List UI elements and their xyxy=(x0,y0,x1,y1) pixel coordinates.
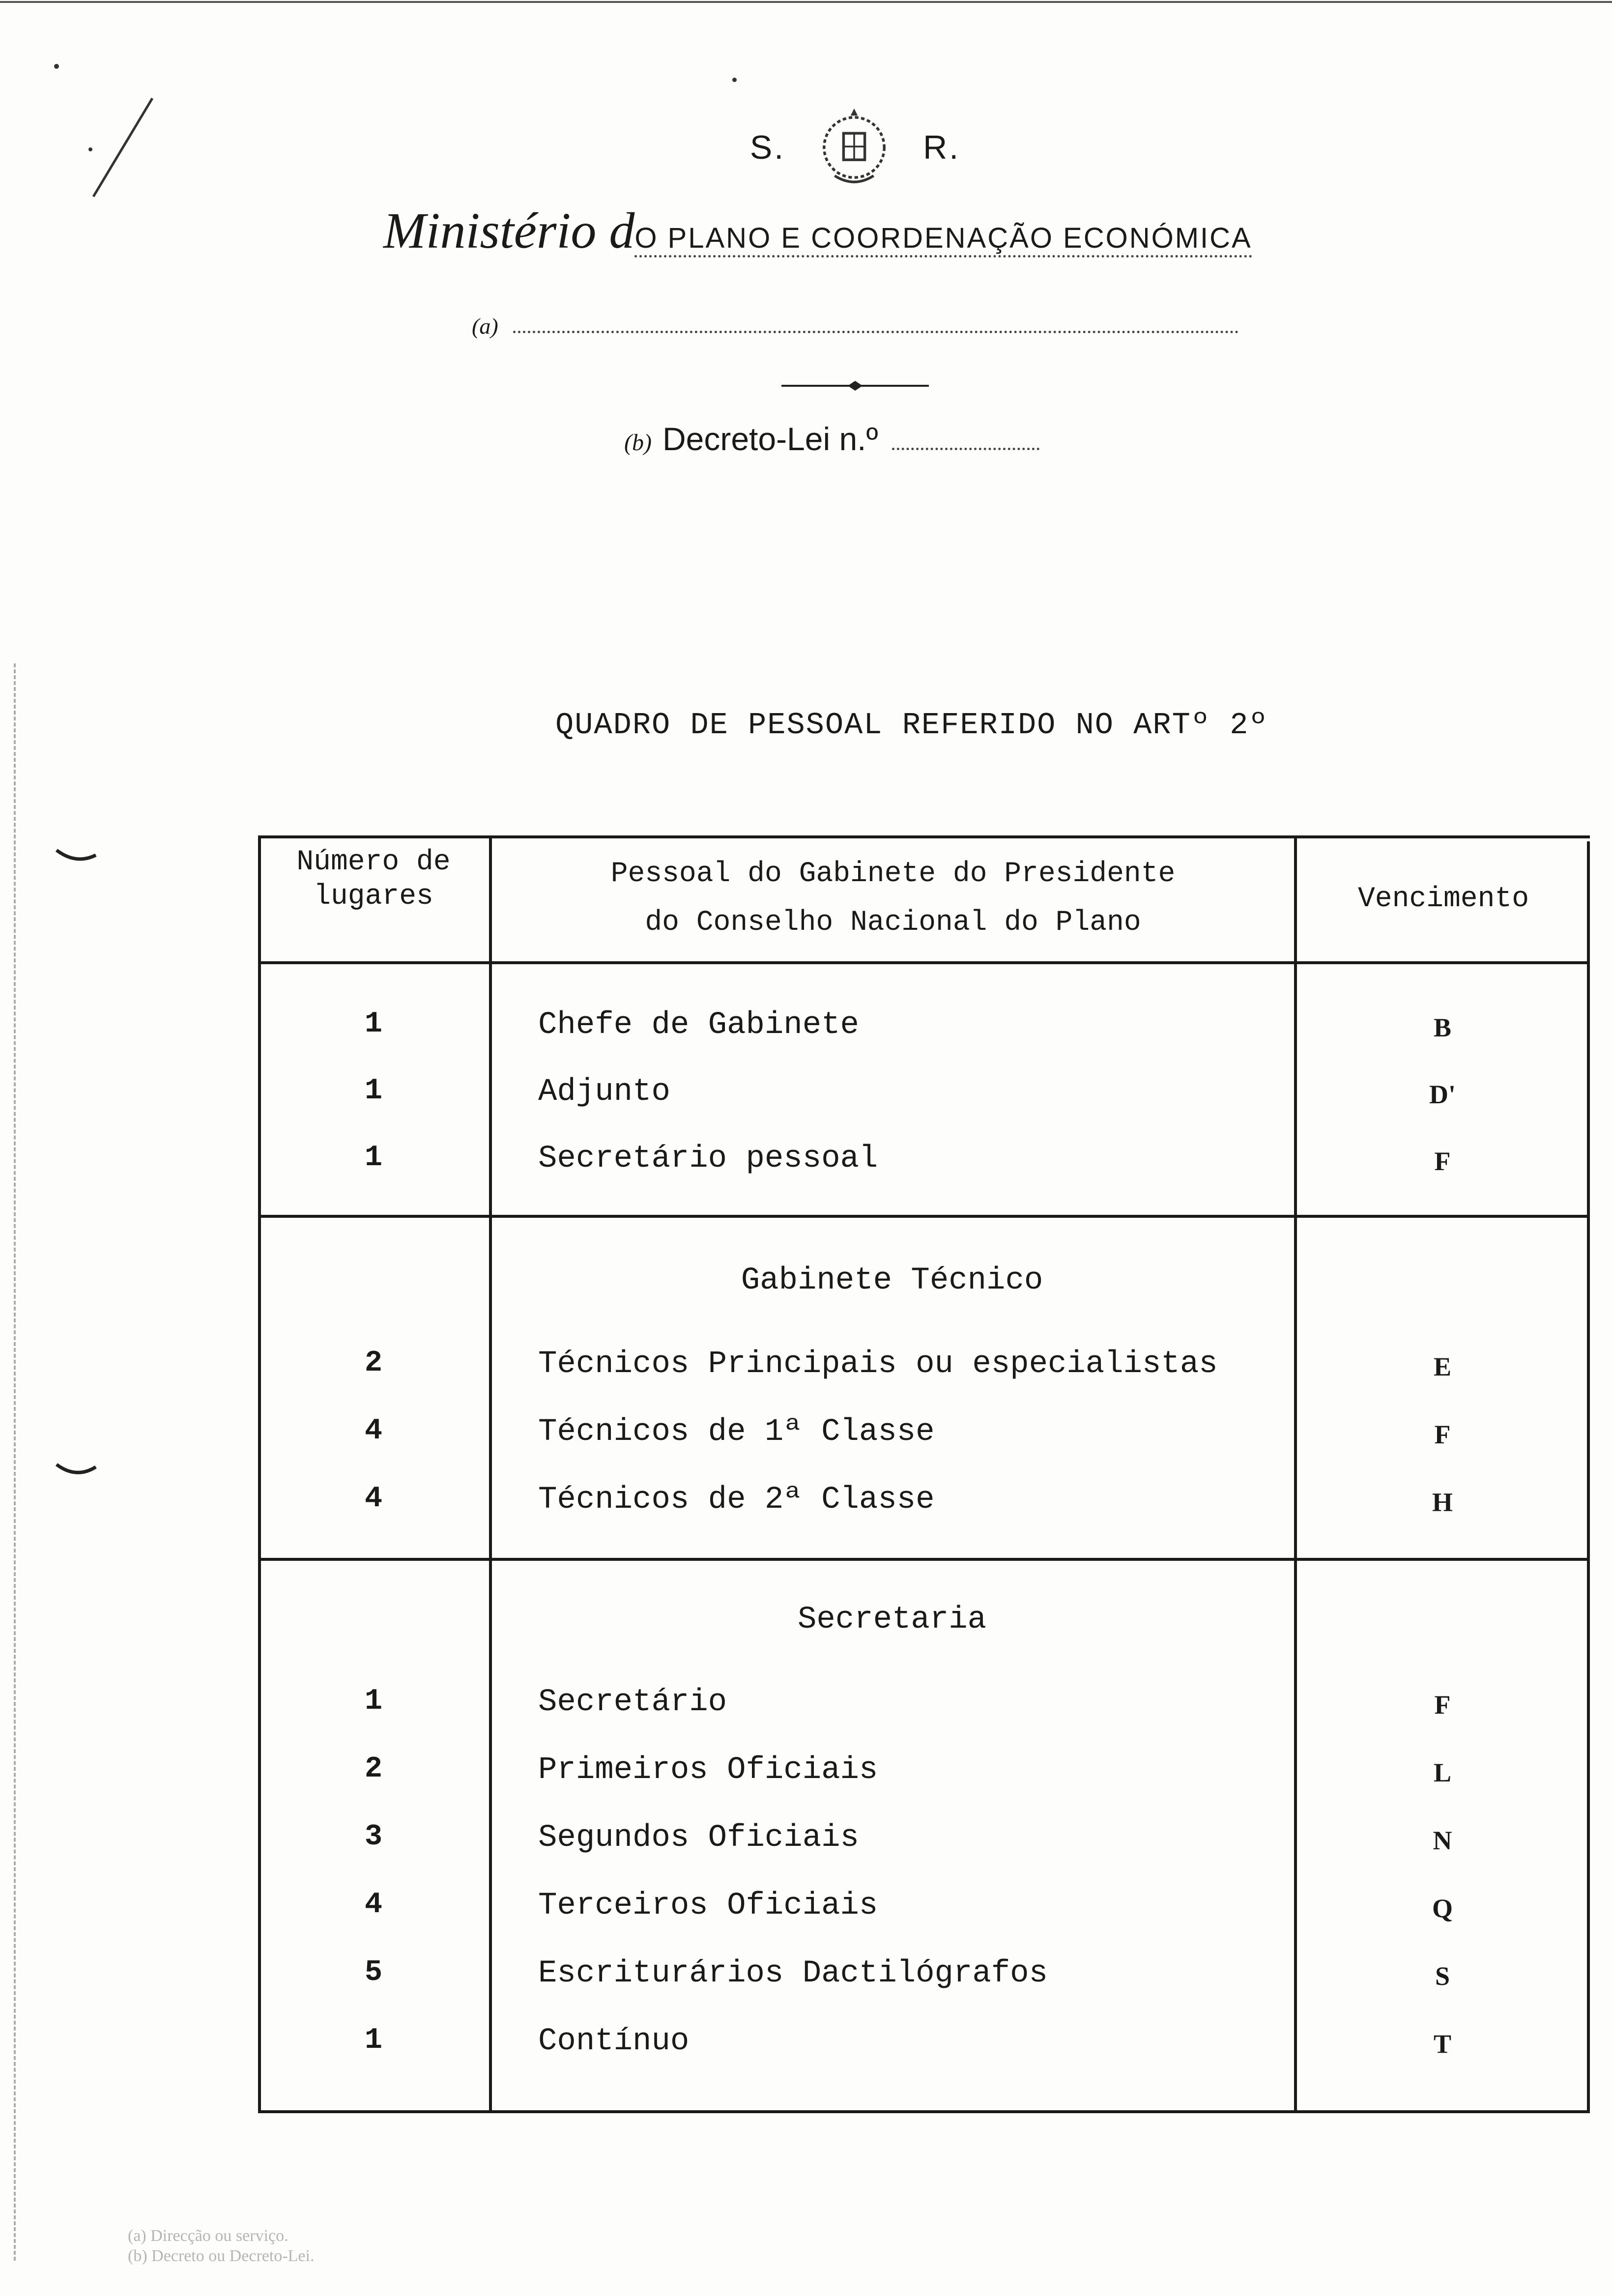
letterhead-r: R. xyxy=(923,129,961,166)
row-salary: F xyxy=(1434,1147,1451,1176)
row-salary: B xyxy=(1433,1013,1452,1042)
table-border-top xyxy=(258,835,1590,838)
ministry-prefix: Ministério d xyxy=(383,202,635,259)
margin-mark-icon xyxy=(54,845,98,865)
row-description: Segundos Oficiais xyxy=(538,1820,859,1856)
ministry-name: O PLANO E COORDENAÇÃO ECONÓMICA xyxy=(634,222,1252,258)
row-number: 4 xyxy=(364,1482,382,1516)
staff-table xyxy=(258,835,1590,2113)
row-salary: H xyxy=(1432,1488,1453,1517)
header-salary: Vencimento xyxy=(1357,883,1529,915)
row-salary: Q xyxy=(1432,1894,1453,1923)
row-description: Secretário pessoal xyxy=(538,1141,878,1177)
header-personnel: Pessoal do Gabinete do Presidente do Conselho Nacional do Plano xyxy=(610,858,1176,939)
row-number: 1 xyxy=(364,2024,382,2057)
row-salary: F xyxy=(1434,1690,1451,1720)
section-title: Secretaria xyxy=(797,1602,987,1637)
row-salary: T xyxy=(1433,2029,1452,2059)
table-row xyxy=(258,1074,1590,1123)
scan-speck xyxy=(732,78,737,82)
row-salary: D' xyxy=(1429,1080,1456,1109)
table-border-bottom xyxy=(258,2110,1590,2113)
section-separator-1 xyxy=(258,1215,1590,1218)
row-salary: E xyxy=(1433,1352,1452,1381)
row-number: 5 xyxy=(364,1956,382,1989)
table-row xyxy=(258,1414,1590,1464)
footnote-a: (a) Direcção ou serviço. xyxy=(128,2227,288,2245)
top-border-line xyxy=(0,1,1612,3)
direction-label: (a) xyxy=(472,314,498,339)
row-description: Técnicos de 2ª Classe xyxy=(538,1482,935,1518)
table-row xyxy=(258,1820,1590,1869)
row-description: Primeiros Oficiais xyxy=(538,1752,878,1788)
handwritten-mark-icon xyxy=(84,93,157,201)
margin-mark-icon xyxy=(54,1460,98,1479)
decreto-marker: (b) xyxy=(624,430,652,456)
row-salary: N xyxy=(1433,1826,1452,1855)
row-description: Escriturários Dactilógrafos xyxy=(538,1956,1048,1991)
section-separator-2 xyxy=(258,1558,1590,1561)
row-description: Secretário xyxy=(538,1685,727,1720)
row-salary: F xyxy=(1434,1420,1451,1449)
table-row xyxy=(258,1007,1590,1057)
decreto-label: Decreto-Lei n.º xyxy=(662,421,878,457)
row-number: 3 xyxy=(364,1820,382,1854)
header-separator xyxy=(258,961,1590,964)
row-description: Contínuo xyxy=(538,2024,690,2059)
row-number: 4 xyxy=(364,1414,382,1448)
direction-line xyxy=(472,305,1238,339)
row-number: 1 xyxy=(364,1141,382,1175)
footnote-b: (b) Decreto ou Decreto-Lei. xyxy=(128,2246,315,2265)
table-row xyxy=(258,1482,1590,1531)
row-number: 4 xyxy=(364,1888,382,1922)
table-row xyxy=(258,1752,1590,1802)
row-number: 1 xyxy=(364,1074,382,1108)
footnotes xyxy=(128,2226,472,2266)
row-salary: L xyxy=(1433,1758,1452,1787)
document-title: QUADRO DE PESSOAL REFERIDO NO ARTº 2º xyxy=(555,708,1268,743)
left-margin-rule xyxy=(14,663,18,2261)
letterhead-sr xyxy=(732,115,978,179)
direction-blank xyxy=(513,321,1238,333)
table-row xyxy=(258,1347,1590,1396)
row-number: 1 xyxy=(364,1007,382,1041)
ornament-divider-icon xyxy=(781,378,929,393)
section-title: Gabinete Técnico xyxy=(741,1263,1043,1298)
decreto-line xyxy=(624,420,1096,464)
table-row xyxy=(258,1685,1590,1734)
row-number: 1 xyxy=(364,1685,382,1718)
coat-of-arms-icon xyxy=(810,103,898,192)
header-number: Número de lugares xyxy=(296,846,451,913)
decreto-blank xyxy=(892,448,1039,450)
row-number: 2 xyxy=(364,1752,382,1786)
row-number: 2 xyxy=(364,1347,382,1380)
table-row xyxy=(258,2024,1590,2073)
row-salary: S xyxy=(1435,1961,1450,1991)
row-description: Adjunto xyxy=(538,1074,670,1110)
row-description: Técnicos Principais ou especialistas xyxy=(538,1347,1218,1382)
row-description: Terceiros Oficiais xyxy=(538,1888,878,1923)
row-description: Chefe de Gabinete xyxy=(538,1007,859,1043)
letterhead-s: S. xyxy=(749,129,786,166)
scan-speck xyxy=(54,64,59,69)
table-row xyxy=(258,1956,1590,2005)
table-row xyxy=(258,1888,1590,1937)
row-description: Técnicos de 1ª Classe xyxy=(538,1414,935,1450)
table-row xyxy=(258,1141,1590,1190)
ministry-line xyxy=(383,201,1342,275)
